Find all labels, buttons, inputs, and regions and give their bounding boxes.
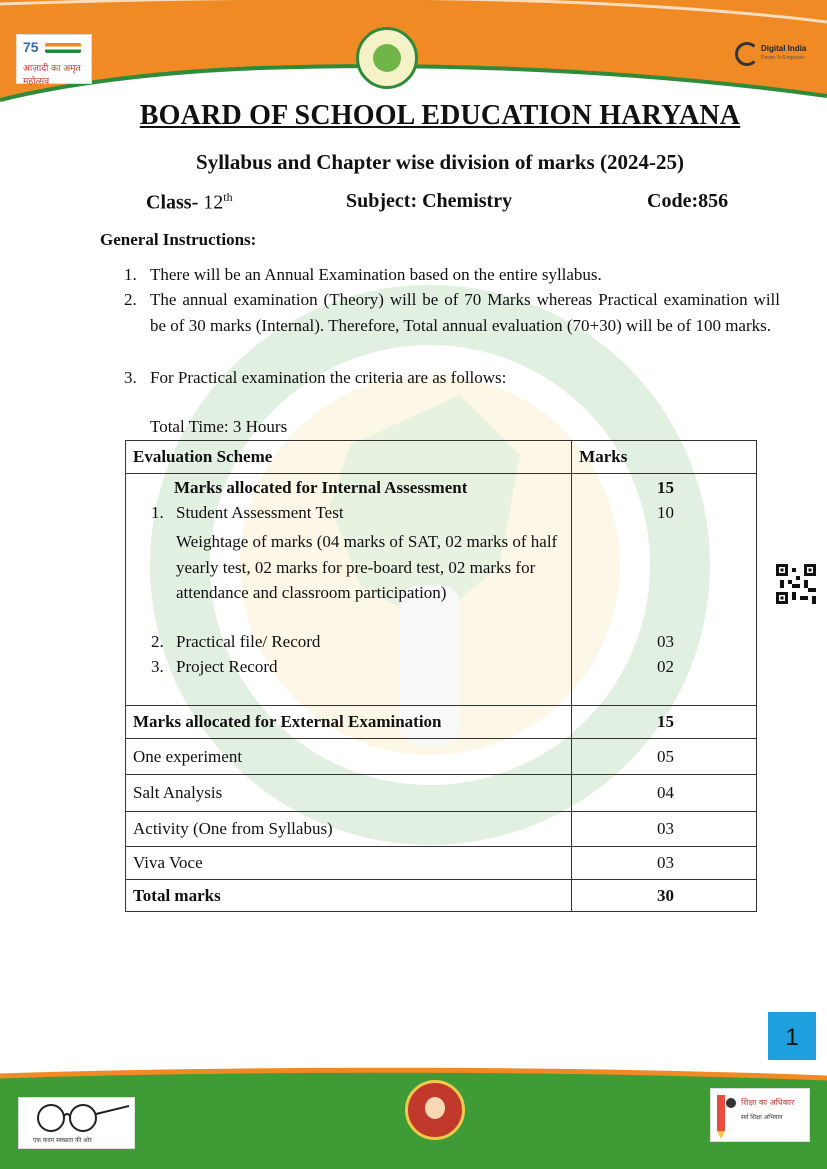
scheme-label: One experiment: [126, 739, 572, 775]
column-header-marks: Marks: [572, 441, 757, 474]
logo-number: 75: [23, 39, 39, 55]
marks-value: 02: [657, 657, 674, 676]
instruction-number: 3.: [124, 368, 137, 387]
general-instructions-heading: General Instructions:: [100, 230, 257, 249]
map-icon: [373, 44, 401, 72]
spectacles-icon: [19, 1098, 134, 1138]
digital-india-logo: [735, 42, 807, 76]
scheme-label: Total marks: [126, 880, 572, 912]
page-title: BOARD OF SCHOOL EDUCATION HARYANA: [139, 100, 741, 131]
internal-assessment-heading: Marks allocated for Internal Assessment: [174, 478, 468, 497]
instruction-item: [124, 262, 780, 288]
class-label: Class-: [146, 191, 199, 214]
shiksha-title: शिक्षा का अधिकार: [741, 1098, 795, 1107]
marks-value: 30: [572, 880, 757, 912]
list-item-label: Student Assessment Test: [176, 503, 344, 522]
column-header-scheme: Evaluation Scheme: [126, 441, 572, 474]
board-emblem-logo: [356, 27, 418, 89]
marks-value: 03: [572, 812, 757, 847]
subject-info: Subject: Chemistry: [346, 190, 513, 212]
list-item: [151, 657, 278, 677]
instruction-text: For Practical examination the criteria are as follows:: [150, 368, 507, 387]
instruction-number: 2.: [124, 290, 137, 309]
scheme-label: Activity (One from Syllabus): [126, 812, 572, 847]
digital-india-tagline: Power To Empower: [761, 55, 805, 61]
table-header-row: [126, 441, 757, 474]
flag-icon: [45, 43, 81, 53]
evaluation-scheme-table: [125, 440, 757, 912]
logo-text: आज़ादी का अमृत महोत्सव: [23, 64, 81, 87]
digital-india-icon: [735, 42, 759, 66]
marks-value: 03: [657, 632, 674, 651]
marks-value: 03: [572, 847, 757, 880]
table-row: [126, 739, 757, 775]
instruction-number: 1.: [124, 265, 137, 284]
page-number-badge: 1: [768, 1012, 816, 1060]
pencil-child-icon: [711, 1089, 739, 1139]
table-row: [126, 775, 757, 812]
qr-code-icon: [776, 564, 816, 604]
marks-value: 15: [572, 706, 757, 739]
class-value: 12: [203, 191, 224, 214]
shiksha-ka-adhikar-logo: [710, 1088, 810, 1142]
digital-india-title: Digital India: [761, 44, 807, 53]
scheme-label: Viva Voce: [126, 847, 572, 880]
instruction-item: [124, 287, 780, 339]
class-suffix: th: [223, 190, 233, 204]
table-row: [126, 812, 757, 847]
internal-assessment-cell: [126, 474, 572, 706]
page-subtitle: Syllabus and Chapter wise division of marks (2024-25): [196, 150, 684, 174]
list-item-number: 2.: [151, 632, 164, 651]
list-item-label: Practical file/ Record: [176, 632, 321, 651]
class-info: [146, 190, 233, 215]
table-row: [126, 880, 757, 912]
marks-value: 15: [657, 478, 674, 497]
marks-value: 05: [572, 739, 757, 775]
girl-icon: [425, 1097, 445, 1119]
list-item-number: 3.: [151, 657, 164, 676]
swachh-bharat-logo: [18, 1097, 135, 1149]
internal-assessment-row: [126, 474, 757, 706]
scheme-label: Salt Analysis: [126, 775, 572, 812]
marks-value: 10: [657, 503, 674, 522]
swachh-tagline: एक कदम स्वच्छता की ओर: [33, 1137, 92, 1144]
table-row: [126, 847, 757, 880]
shiksha-tagline: सर्व शिक्षा अभियान: [741, 1114, 783, 1121]
internal-marks-cell: [572, 474, 757, 706]
table-row: [126, 706, 757, 739]
list-item: [151, 503, 344, 523]
list-item-number: 1.: [151, 503, 164, 522]
list-item-label: Project Record: [176, 657, 278, 676]
azadi-amrit-mahotsav-logo: [16, 34, 92, 87]
instruction-text: There will be an Annual Examination based on the entire syllabus.: [150, 265, 602, 284]
marks-value: 04: [572, 775, 757, 812]
sat-detail: Weightage of marks (04 marks of SAT, 02 marks of half yearly test, 02 marks for pre-board test, 02 marks for attendance and classroom participation): [176, 532, 558, 602]
list-item: [151, 632, 320, 652]
total-time: Total Time: 3 Hours: [150, 417, 288, 436]
instruction-text: The annual examination (Theory) will be of 70 Marks whereas Practical examination will be of 30 marks (Internal). Therefore, Total annual evaluation (70+30) will be of 100 marks.: [150, 290, 780, 335]
code-info: Code:856: [647, 190, 729, 212]
scheme-label: Marks allocated for External Examination: [126, 706, 572, 739]
instruction-item: [124, 365, 780, 391]
beti-bachao-beti-padhao-logo: [405, 1080, 465, 1140]
